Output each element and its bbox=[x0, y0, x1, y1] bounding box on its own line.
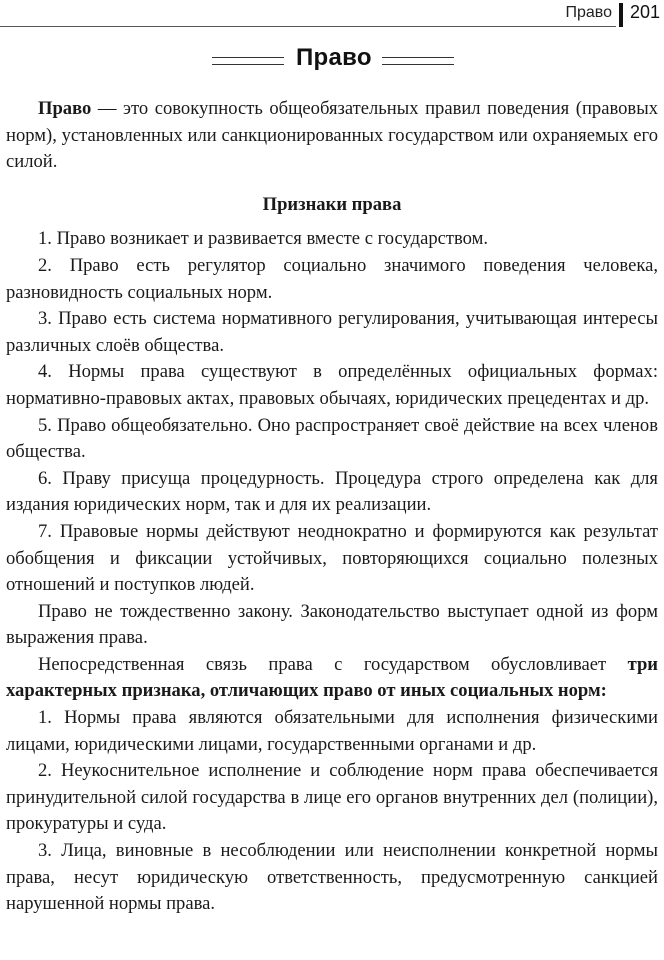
definition-text: — это совокупность общеобязательных правил поведения (правовых норм), установленных или санкционированных государством или охраняемых его силой. bbox=[6, 98, 658, 173]
header-divider bbox=[619, 3, 623, 27]
law-note-paragraph: Право не тождественно закону. Законодательство выступает одной из форм выражения права. bbox=[6, 600, 658, 649]
feature-item: 1. Право возникает и развивается вместе с государством. bbox=[38, 228, 489, 250]
feature-item: 4. Нормы права существуют в определённых официальных формах: нормативно-правовых актах, правовых обычаях, юридических прецедентах и др. bbox=[6, 361, 658, 409]
connection-emphasis: три характерных признака, отличающих право от иных социальных норм: bbox=[6, 653, 658, 702]
title-ornament-left bbox=[212, 57, 284, 65]
running-header bbox=[0, 0, 664, 28]
page-number: 201 bbox=[629, 2, 660, 22]
defined-term: Право bbox=[38, 98, 92, 119]
feature-item: 2. Право есть регулятор социально значимого поведения человека, разновидность социальных норм. bbox=[6, 254, 658, 303]
feature-item: 3. Право есть система нормативного регулирования, учитывающая интересы различных слоёв общества. bbox=[6, 308, 658, 356]
definition-paragraph bbox=[6, 96, 658, 176]
title-ornament-right bbox=[382, 57, 454, 65]
page-title: Право bbox=[296, 44, 372, 71]
title-block bbox=[0, 44, 664, 78]
feature-item: 7. Правовые нормы действуют неоднократно и формируются как результат обобщения и фиксации устойчивых, повторяющихся социально полезных отношений и поступков людей. bbox=[6, 520, 658, 596]
connection-lead: Непосредственная связь права с государством обусловливает bbox=[38, 653, 628, 675]
connection-paragraph bbox=[6, 652, 658, 705]
characteristic-item: 3. Лица, виновные в несоблюдении или неисполнении конкретной нормы права, несут юридическую ответственность, предусмотренную санкцией нарушенной нормы права. bbox=[6, 840, 658, 915]
body-text bbox=[6, 96, 658, 918]
feature-item: 6. Праву присуща процедурность. Процедура строго определена как для издания юридических норм, так и для их реализации. bbox=[6, 467, 658, 516]
characteristic-item: 1. Нормы права являются обязательными для исполнения физическими лицами, юридическими лицами, государственными органами и др. bbox=[6, 707, 658, 755]
section-subheading: Признаки права bbox=[262, 193, 402, 215]
characteristic-item: 2. Неукоснительное исполнение и соблюдение норм права обеспечивается принудительной силой государства в лице его органов внутренних дел (полиции), прокуратуры и суда. bbox=[6, 760, 658, 835]
running-header-section: Право bbox=[565, 4, 612, 21]
feature-item: 5. Право общеобязательно. Оно распространяет своё действие на всех членов общества. bbox=[6, 414, 658, 463]
header-rule bbox=[0, 26, 616, 27]
